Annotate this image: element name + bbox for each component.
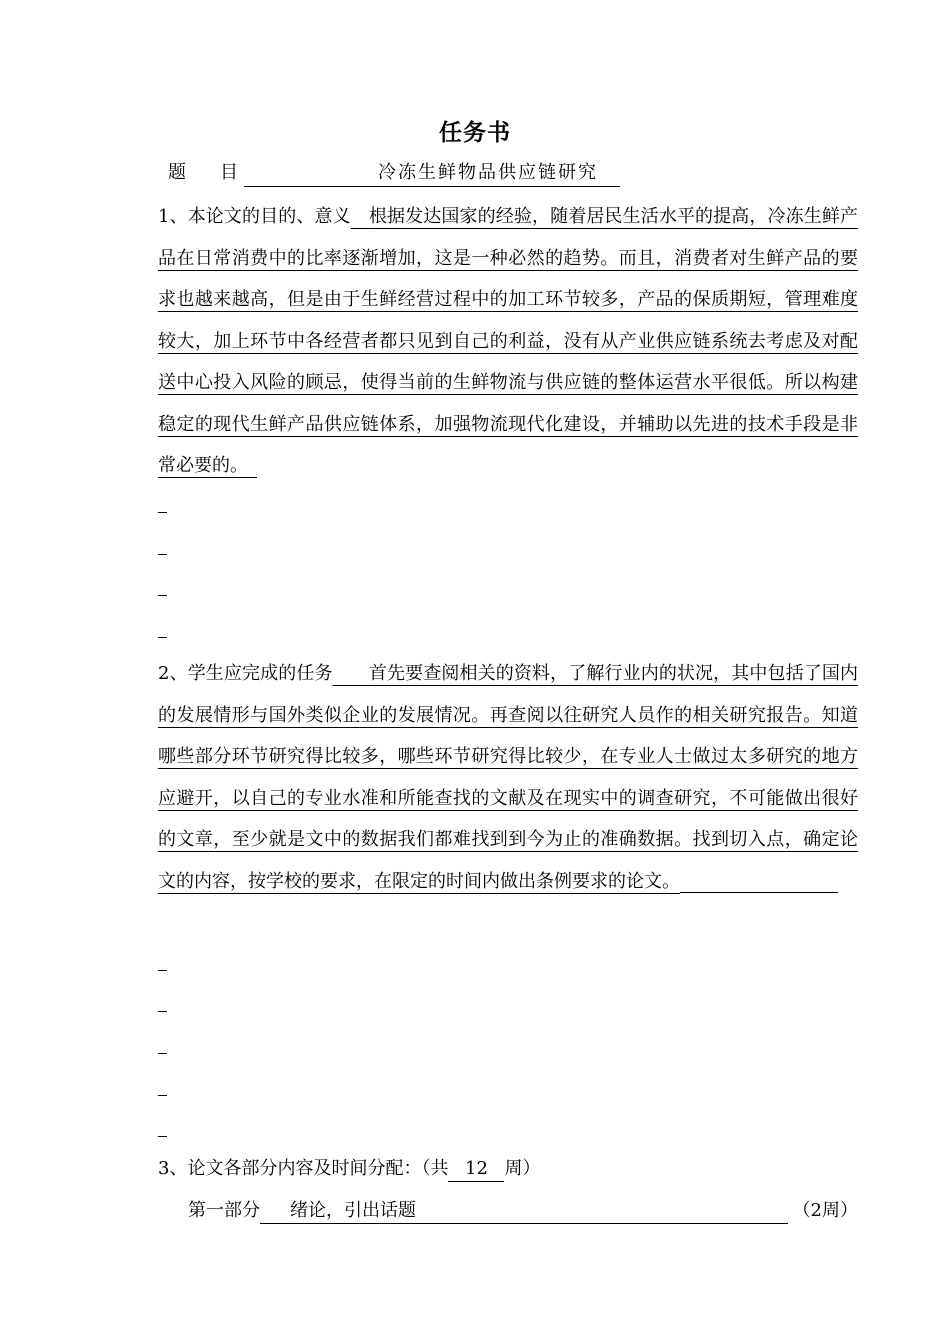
section-1-label: 1、本论文的目的、意义: [158, 206, 351, 227]
blank-line-marker: [158, 1011, 167, 1012]
blank-line-marker: [158, 1136, 167, 1137]
blank-line-marker: [158, 554, 167, 555]
section-1-text: 根据发达国家的经验，随着居民生活水平的提高，冷冻生鲜产品在日常消费中的比率逐渐增加，这是一种必然的趋势。而且，消费者对生鲜产品的要求也越来越高，但是由于生鲜经营过程中的加工环节较多，产品的保质期短，管理难度较大，加上环节中各经营者都只见到自己的利益，没有从产业供应链系统去考虑及对配送中心投入风险的顾忌，使得当前的生鲜物流与供应链的整体运营水平很低。所以构建稳定的现代生鲜产品供应链体系，加强物流现代化建设，并辅助以先进的技术手段是非常必要的。: [158, 206, 859, 476]
blank-line-marker: [158, 637, 167, 638]
blank-line-marker: [158, 595, 167, 596]
blank-line-marker: [158, 1053, 167, 1054]
part-name: 第一部分: [188, 1200, 260, 1221]
part-content: 绪论，引出话题: [260, 1199, 788, 1224]
part-row: [188, 1196, 858, 1226]
weeks-unit: 周）: [504, 1158, 541, 1179]
topic-value: 冷冻生鲜物品供应链研究: [244, 160, 620, 187]
section-2-label: 2、学生应完成的任务: [158, 663, 333, 684]
part-weeks: （2周）: [792, 1200, 858, 1221]
section-2-text: 首先要查阅相关的资料，了解行业内的状况，其中包括了国内的发展情形与国外类似企业的发展情况。再查阅以往研究人员作的相关研究报告。知道哪些部分环节研究得比较多，哪些环节研究得比较少，在专业人士做过太多研究的地方应避开，以自己的专业水准和所能查找的文献及在现实中的调查研究，不可能做出很好的文章，至少就是文中的数据我们都难找到到今为止的准确数据。找到切入点，确定论文的内容，按学校的要求，在限定的时间内做出条例要求的论文。: [158, 663, 859, 892]
section-3-allocation: [158, 1154, 540, 1184]
section-2-fill-line: [680, 874, 838, 893]
document-title: 任务书: [439, 120, 511, 146]
blank-line-marker: [158, 1095, 167, 1096]
blank-line-marker: [158, 512, 167, 513]
blank-line-marker: [158, 970, 167, 971]
section-2-tasks: [158, 653, 858, 902]
topic-label: 题目: [168, 162, 272, 183]
section-3-label: 3、论文各部分内容及时间分配：（共: [158, 1158, 449, 1179]
total-weeks-value: 12: [448, 1157, 504, 1182]
section-1-purpose: [158, 196, 858, 487]
topic-row: [168, 158, 620, 188]
